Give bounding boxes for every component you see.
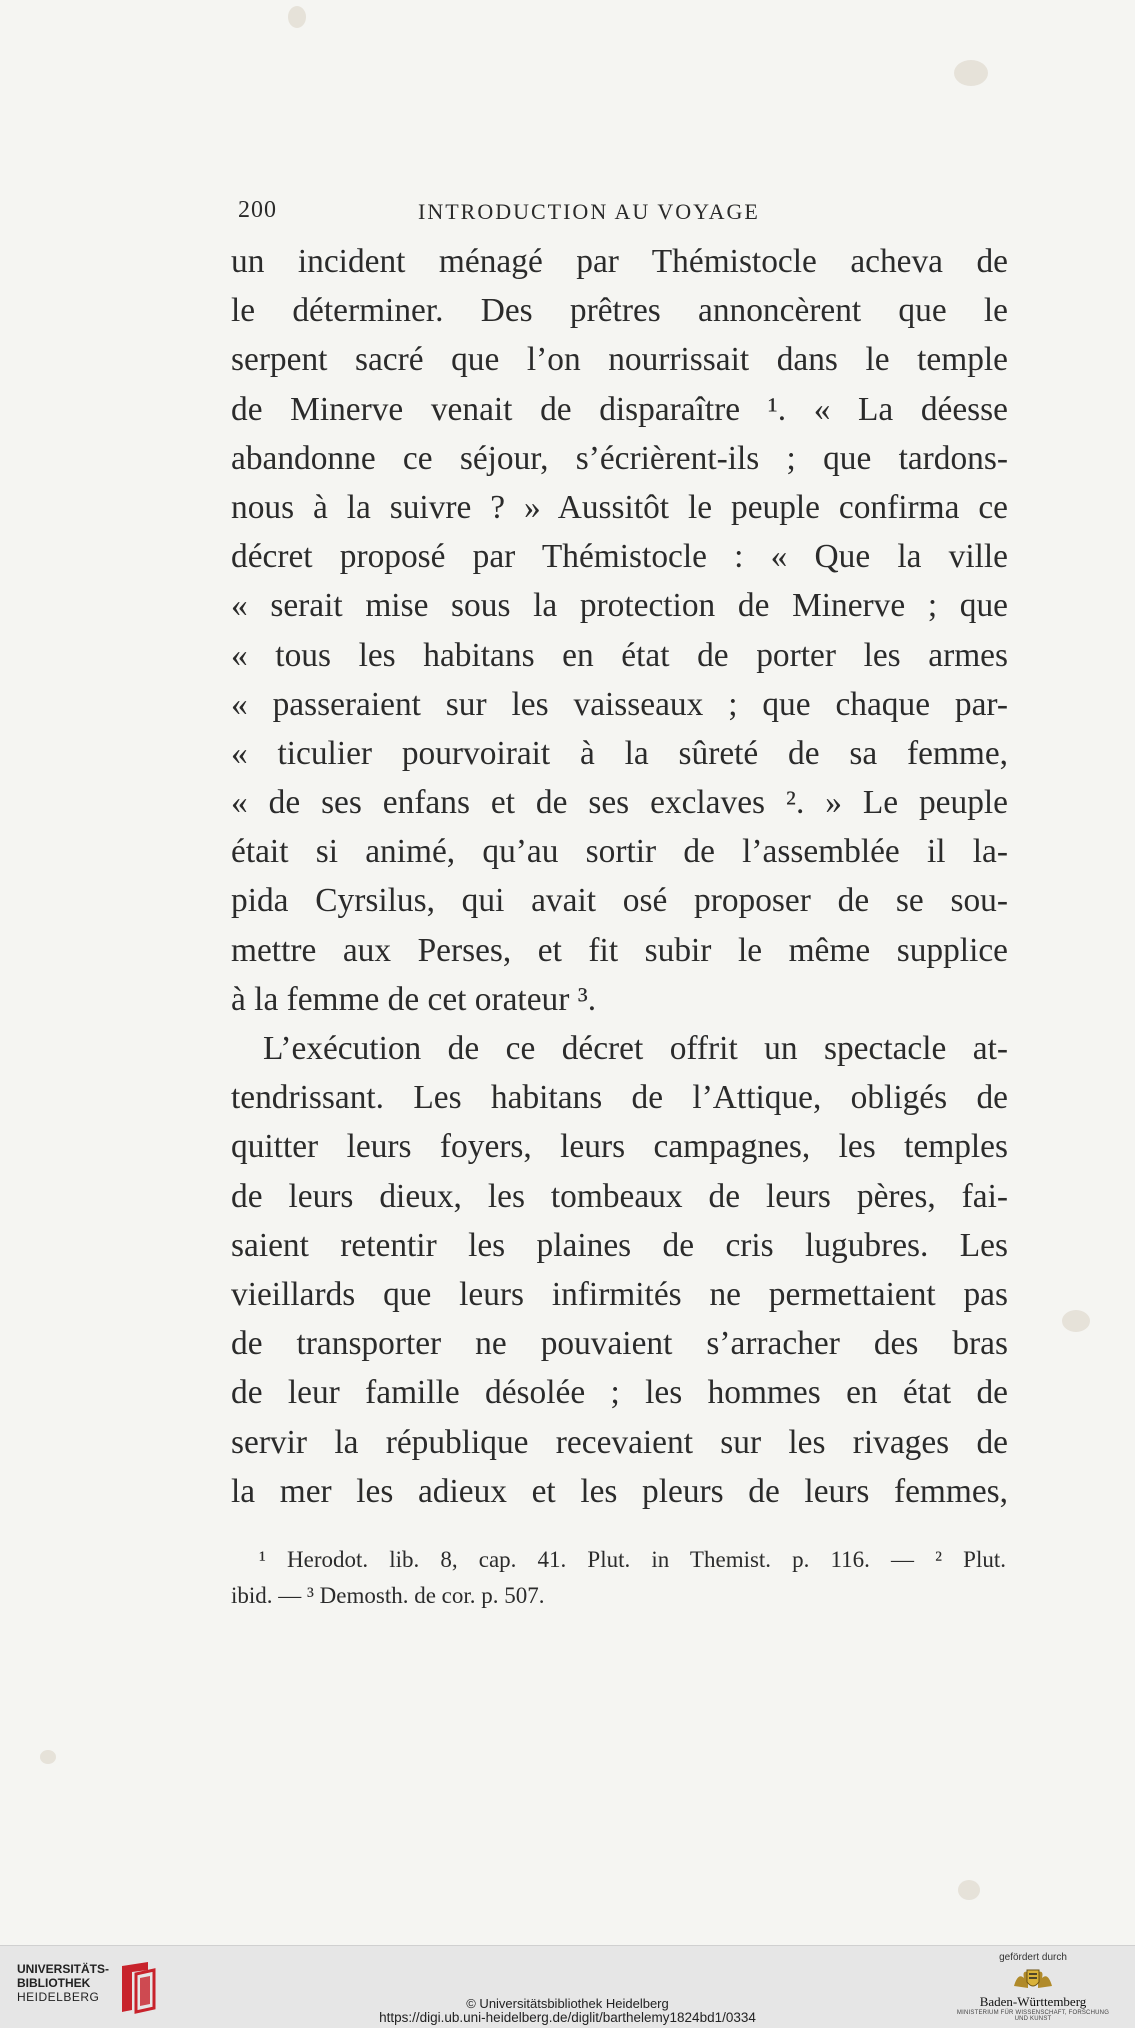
text-line: « tous les habitans en état de porter les armes — [231, 636, 1008, 674]
text-line: de leur famille désolée ; les hommes en état de — [231, 1374, 1008, 1412]
text-line: tendrissant. Les habitans de l’Attique, obligés de — [231, 1079, 1008, 1117]
text-line: saient retentir les plaines de cris lugubres. Les — [231, 1226, 1008, 1264]
text-line: L’exécution de ce décret offrit un spectacle at- — [263, 1030, 1008, 1067]
body-text — [231, 237, 1008, 1516]
copyright-text: © Universitätsbibliothek Heidelberg — [466, 1996, 669, 2011]
text-line: serpent sacré que l’on nourrissait dans le temple — [231, 341, 1008, 379]
foxing-spot — [954, 60, 988, 86]
page-number: 200 — [238, 197, 277, 223]
foxing-spot — [40, 1750, 56, 1764]
text-line: était si animé, qu’au sortir de l’assemblée il la- — [231, 833, 1008, 871]
state-name: Baden-Württemberg — [979, 1994, 1087, 2009]
running-title: INTRODUCTION AU VOYAGE — [418, 199, 760, 224]
text-line: vieillards que leurs infirmités ne permettaient pas — [231, 1275, 1008, 1313]
text-line: « passeraient sur les vaisseaux ; que chaque par- — [231, 685, 1008, 723]
text-line: mettre aux Perses, et fit subir le même supplice — [231, 931, 1008, 969]
text-line: « ticulier pourvoirait à la sûreté de sa femme, — [231, 734, 1008, 772]
text-line: décret proposé par Thémistocle : « Que la ville — [231, 538, 1008, 576]
text-line: servir la république recevaient sur les rivages de — [231, 1423, 1008, 1461]
coat-of-arms-icon — [1010, 1966, 1056, 1992]
footnotes — [231, 1542, 1006, 1614]
text-line: à la femme de cet orateur ³. — [231, 980, 597, 1018]
foxing-spot — [288, 6, 306, 28]
text-line: de transporter ne pouvaient s’arracher des bras — [231, 1325, 1008, 1363]
text-line: pida Cyrsilus, qui avait osé proposer de se sou- — [231, 882, 1008, 920]
document-url-link[interactable]: https://digi.ub.uni-heidelberg.de/diglit/barthelemy1824bd1/0334 — [379, 2010, 756, 2025]
foxing-spot — [958, 1880, 980, 1900]
sponsor-block — [953, 1952, 1113, 2022]
text-line: « de ses enfans et de ses exclaves ². » Le peuple — [231, 784, 1008, 822]
footnote-line: ¹ Herodot. lib. 8, cap. 41. Plut. in Themist. p. 116. — ² Plut. — [259, 1547, 1006, 1572]
library-line: BIBLIOTHEK — [17, 1976, 91, 1990]
text-line: abandonne ce séjour, s’écrièrent-ils ; que tardons- — [231, 439, 1008, 477]
funded-by-label: gefördert durch — [999, 1952, 1067, 1963]
foxing-spot — [1062, 1310, 1090, 1332]
text-line: nous à la suivre ? » Aussitôt le peuple confirma ce — [231, 488, 1008, 526]
running-header — [233, 197, 1008, 233]
footnote-line: ibid. — ³ Demosth. de cor. p. 507. — [231, 1583, 545, 1608]
text-line: de leurs dieux, les tombeaux de leurs pères, fai- — [231, 1177, 1008, 1215]
footer-bar — [0, 1945, 1135, 2028]
text-line: quitter leurs foyers, leurs campagnes, les temples — [231, 1128, 1008, 1166]
text-line: le déterminer. Des prêtres annoncèrent que le — [231, 292, 1008, 330]
library-line: UNIVERSITÄTS- — [17, 1962, 110, 1976]
ministry-name: MINISTERIUM FÜR WISSENSCHAFT, FORSCHUNG UND KUNST — [956, 2010, 1110, 2022]
text-line: « serait mise sous la protection de Minerve ; que — [231, 587, 1008, 625]
text-line: la mer les adieux et les pleurs de leurs femmes, — [231, 1472, 1008, 1510]
library-line: HEIDELBERG — [17, 1990, 100, 2004]
text-line: de Minerve venait de disparaître ¹. « La déesse — [231, 390, 1008, 428]
text-line: un incident ménagé par Thémistocle acheva de — [231, 243, 1008, 280]
